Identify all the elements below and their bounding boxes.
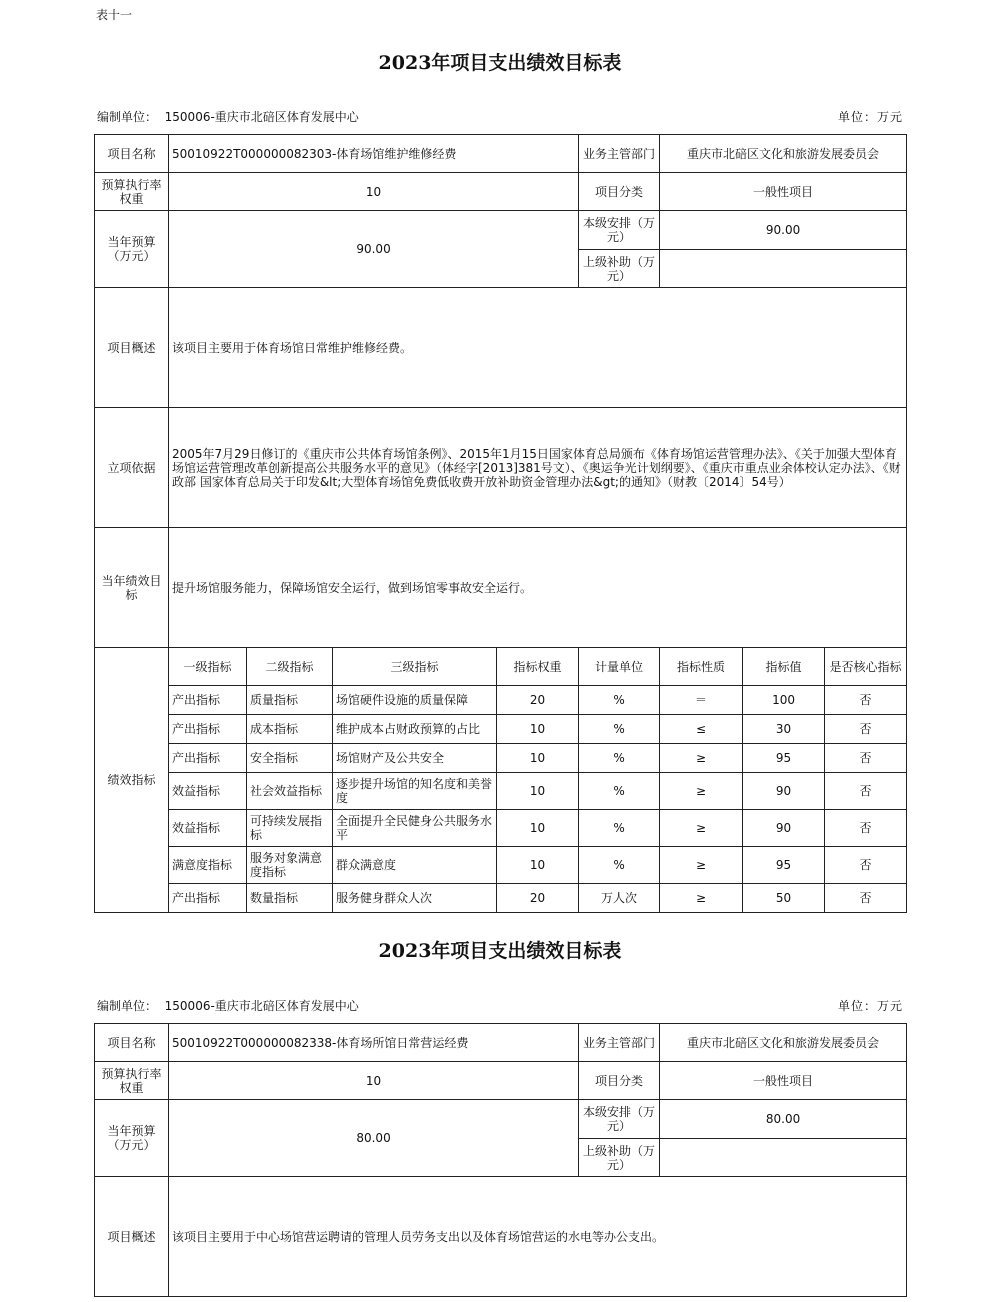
weight-value: 10 [169, 1062, 579, 1100]
indicator-header: 三级指标 [333, 648, 497, 686]
project-name-value: 50010922T000000082338-体育场所馆日常营运经费 [169, 1024, 579, 1062]
level1-cell: 产出指标 [169, 715, 247, 744]
upper-subsidy-label: 上级补助（万元） [579, 1139, 660, 1177]
level1-cell: 效益指标 [169, 773, 247, 810]
overview-label: 项目概述 [95, 288, 169, 408]
core-cell: 否 [825, 810, 907, 847]
nature-cell: ≥ [660, 773, 743, 810]
dept-value: 重庆市北碚区文化和旅游发展委员会 [660, 135, 907, 173]
table-row [95, 810, 907, 847]
level1-cell: 效益指标 [169, 810, 247, 847]
project-name-value: 50010922T000000082303-体育场馆维护维修经费 [169, 135, 579, 173]
weight-cell: 20 [497, 884, 579, 913]
goal-label: 当年绩效目标 [95, 528, 169, 648]
core-cell: 否 [825, 847, 907, 884]
budget-value: 90.00 [169, 211, 579, 288]
document-title: 2023年项目支出绩效目标表 [378, 940, 622, 962]
overview-text: 该项目主要用于中心场馆营运聘请的管理人员劳务支出以及体育场馆营运的水电等办公支出。 [169, 1177, 907, 1297]
level2-cell: 服务对象满意度指标 [247, 847, 333, 884]
weight-cell: 10 [497, 810, 579, 847]
level2-cell: 社会效益指标 [247, 773, 333, 810]
document-title: 2023年项目支出绩效目标表 [378, 52, 622, 74]
basis-text: 2005年7月29日修订的《重庆市公共体育场馆条例》、2015年1月15日国家体育总局颁布《体育场馆运营管理办法》、《关于加强大型体育场馆运营管理改革创新提高公共服务水平的意见》（体经字[2013]381号文）、《奥运争光计划纲要》、《重庆市重点业余体校认定办法》、《财政部 国家体育总局关于印发&lt;大型体育场馆免费低收费开放补助资金管理办法&gt;的通知》（财教〔2014〕54号） [169, 408, 907, 528]
weight-cell: 10 [497, 744, 579, 773]
overview-text: 该项目主要用于体育场馆日常维护维修经费。 [169, 288, 907, 408]
level2-cell: 成本指标 [247, 715, 333, 744]
table-row [95, 773, 907, 810]
core-cell: 否 [825, 884, 907, 913]
table-row [95, 744, 907, 773]
unit-cell: % [579, 810, 660, 847]
compiling-unit-value: 150006-重庆市北碚区体育发展中心 [164, 110, 359, 124]
nature-cell: ≥ [660, 744, 743, 773]
table-number-label: 表十一 [96, 8, 133, 22]
level3-cell: 全面提升全民健身公共服务水平 [333, 810, 497, 847]
unit-cell: % [579, 715, 660, 744]
compiling-unit [97, 997, 359, 1014]
value-cell: 30 [743, 715, 825, 744]
budget-value: 80.00 [169, 1100, 579, 1177]
budget-label: 当年预算（万元） [95, 211, 169, 288]
category-label: 项目分类 [579, 1062, 660, 1100]
nature-cell: ≥ [660, 847, 743, 884]
value-cell: 90 [743, 810, 825, 847]
local-funding-label: 本级安排（万元） [579, 211, 660, 250]
level1-cell: 产出指标 [169, 744, 247, 773]
level3-cell: 维护成本占财政预算的占比 [333, 715, 497, 744]
value-cell: 95 [743, 847, 825, 884]
indicator-header: 计量单位 [579, 648, 660, 686]
indicator-header: 指标权重 [497, 648, 579, 686]
dept-label: 业务主管部门 [579, 135, 660, 173]
goal-text: 提升场馆服务能力，保障场馆安全运行，做到场馆零事故安全运行。 [169, 528, 907, 648]
compiling-unit [97, 108, 359, 125]
weight-cell: 20 [497, 686, 579, 715]
table-row [95, 686, 907, 715]
level1-cell: 满意度指标 [169, 847, 247, 884]
indicator-header: 指标值 [743, 648, 825, 686]
weight-value: 10 [169, 173, 579, 211]
category-value: 一般性项目 [660, 1062, 907, 1100]
performance-target-table [94, 134, 907, 913]
upper-subsidy-label: 上级补助（万元） [579, 250, 660, 288]
nature-cell: ≥ [660, 810, 743, 847]
level2-cell: 安全指标 [247, 744, 333, 773]
local-funding-label: 本级安排（万元） [579, 1100, 660, 1139]
indicator-header: 一级指标 [169, 648, 247, 686]
project-name-label: 项目名称 [95, 1024, 169, 1062]
table-row [95, 884, 907, 913]
compiling-unit-value: 150006-重庆市北碚区体育发展中心 [164, 999, 359, 1013]
unit-cell: % [579, 847, 660, 884]
level2-cell: 可持续发展指标 [247, 810, 333, 847]
indicator-header: 指标性质 [660, 648, 743, 686]
level1-cell: 产出指标 [169, 884, 247, 913]
level2-cell: 质量指标 [247, 686, 333, 715]
currency-unit: 单位：万元 [837, 999, 903, 1013]
unit-cell: 万人次 [579, 884, 660, 913]
indicators-label: 绩效指标 [95, 648, 169, 913]
budget-label: 当年预算（万元） [95, 1100, 169, 1177]
compiling-unit-label: 编制单位： [97, 999, 158, 1013]
level3-cell: 场馆硬件设施的质量保障 [333, 686, 497, 715]
level3-cell: 群众满意度 [333, 847, 497, 884]
core-cell: 否 [825, 686, 907, 715]
level3-cell: 场馆财产及公共安全 [333, 744, 497, 773]
dept-label: 业务主管部门 [579, 1024, 660, 1062]
unit-cell: % [579, 744, 660, 773]
upper-subsidy-value [660, 250, 907, 288]
weight-label: 预算执行率权重 [95, 173, 169, 211]
weight-cell: 10 [497, 715, 579, 744]
indicator-header: 二级指标 [247, 648, 333, 686]
category-value: 一般性项目 [660, 173, 907, 211]
upper-subsidy-value [660, 1139, 907, 1177]
core-cell: 否 [825, 744, 907, 773]
compiling-unit-label: 编制单位： [97, 110, 158, 124]
currency-unit: 单位：万元 [837, 110, 903, 124]
dept-value: 重庆市北碚区文化和旅游发展委员会 [660, 1024, 907, 1062]
value-cell: 90 [743, 773, 825, 810]
weight-label: 预算执行率权重 [95, 1062, 169, 1100]
core-cell: 否 [825, 773, 907, 810]
nature-cell: ≥ [660, 884, 743, 913]
performance-target-table [94, 1023, 907, 1297]
project-name-label: 项目名称 [95, 135, 169, 173]
local-funding-value: 90.00 [660, 211, 907, 250]
nature-cell: ≤ [660, 715, 743, 744]
category-label: 项目分类 [579, 173, 660, 211]
nature-cell: ＝ [660, 686, 743, 715]
value-cell: 50 [743, 884, 825, 913]
level2-cell: 数量指标 [247, 884, 333, 913]
value-cell: 95 [743, 744, 825, 773]
local-funding-value: 80.00 [660, 1100, 907, 1139]
indicator-header: 是否核心指标 [825, 648, 907, 686]
overview-label: 项目概述 [95, 1177, 169, 1297]
unit-cell: % [579, 686, 660, 715]
level3-cell: 服务健身群众人次 [333, 884, 497, 913]
level1-cell: 产出指标 [169, 686, 247, 715]
table-row [95, 847, 907, 884]
unit-cell: % [579, 773, 660, 810]
level3-cell: 逐步提升场馆的知名度和美誉度 [333, 773, 497, 810]
table-row [95, 715, 907, 744]
weight-cell: 10 [497, 773, 579, 810]
weight-cell: 10 [497, 847, 579, 884]
basis-label: 立项依据 [95, 408, 169, 528]
core-cell: 否 [825, 715, 907, 744]
value-cell: 100 [743, 686, 825, 715]
